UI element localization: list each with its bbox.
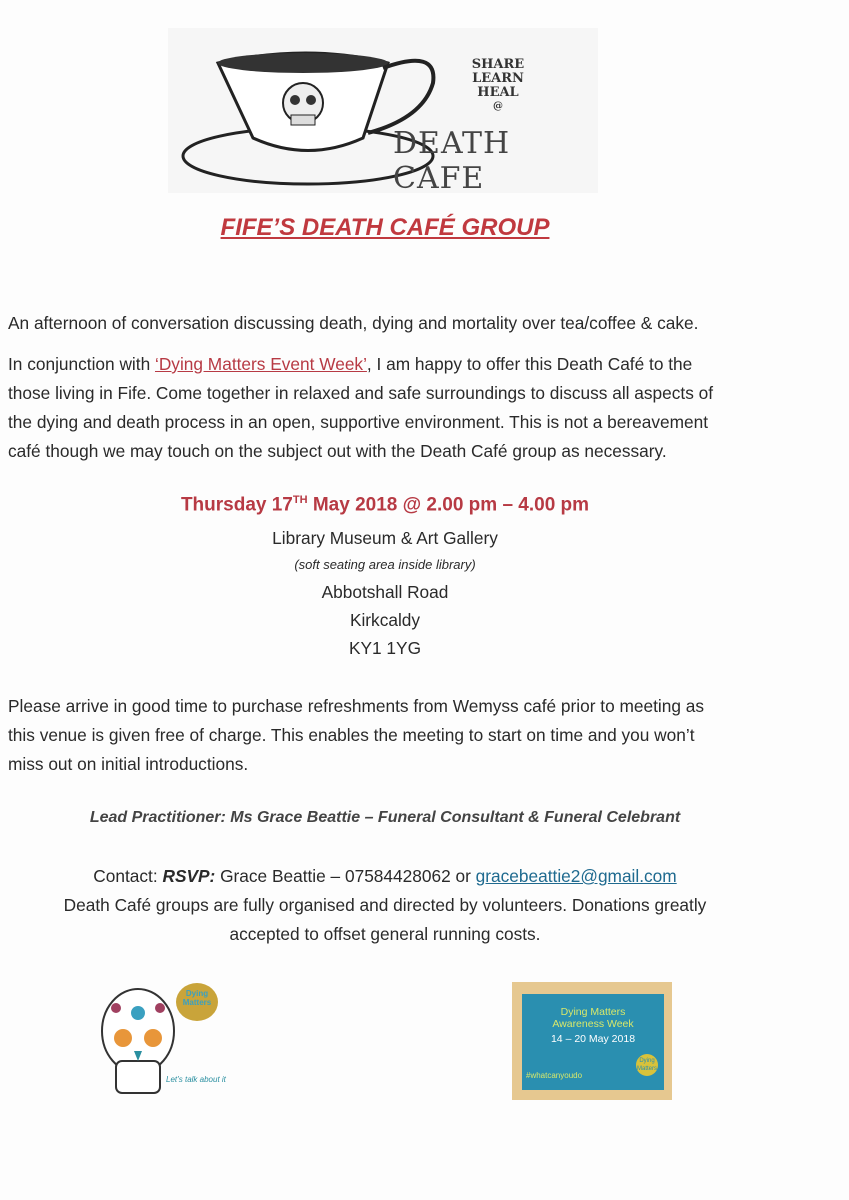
- event-date: Thursday 17TH May 2018 @ 2.00 pm – 4.00 pm: [180, 494, 590, 516]
- intro-text: An afternoon of conversation discussing death, dying and mortality over tea/coffee & cake.: [8, 313, 699, 333]
- address-street: Abbotshall Road: [321, 582, 449, 602]
- venue: Library Museum & Art Gallery: [272, 528, 498, 548]
- lead-practitioner: Lead Practitioner: Ms Grace Beattie – Funeral Consultant & Funeral Celebrant: [89, 809, 681, 826]
- dying-matters-link[interactable]: ‘Dying Matters Event Week’: [154, 354, 367, 374]
- tagline-at: @: [493, 101, 503, 112]
- paragraph-1: In conjunction with ‘Dying Matters Event Week’, I am happy to offer this Death Café to the those living in Fife. Come together in relaxed and safe surroundings to discuss all aspects of the dying and death process in an open, supportive environment. This is not a bereavement café though we may touch on the subject out with the Death Café group as necessary.: [8, 354, 714, 461]
- paragraph-2: Please arrive in good time to purchase refreshments from Wemyss café prior to meeting as this venue is given free of charge. This enables the meeting to start on time and you won’t miss out on initial introductions.: [8, 696, 705, 774]
- tagline-heal: HEAL: [477, 85, 519, 100]
- sugar-skull-logo: [98, 983, 228, 1103]
- logo-name: DEATH CAFE: [393, 126, 511, 196]
- tagline-learn: LEARN: [472, 71, 524, 86]
- sugar-skull-icon: [98, 983, 178, 1103]
- address-town: Kirkcaldy: [349, 610, 421, 630]
- email-link[interactable]: gracebeattie2@gmail.com: [475, 866, 677, 886]
- dying-matters-bubble: Dying Matters: [176, 983, 218, 1021]
- contact-line: Contact: RSVP: Grace Beattie – 07584428062 or gracebeattie2@gmail.com: [93, 866, 677, 886]
- venue-note: (soft seating area inside library): [294, 557, 476, 572]
- address-postcode: KY1 1YG: [348, 638, 422, 658]
- death-cafe-logo: [168, 28, 598, 196]
- footer-line-1: Death Café groups are fully organised and directed by volunteers. Donations greatly: [63, 895, 707, 915]
- tagline-share: SHARE: [471, 57, 525, 72]
- footer-line-2: accepted to offset general running costs.: [229, 924, 541, 944]
- dying-matters-badge: Dying Matters: [636, 1054, 658, 1076]
- slogan: Let’s talk about it: [166, 1075, 226, 1084]
- page-title: FIFE’S DEATH CAFÉ GROUP: [220, 214, 550, 241]
- awareness-week-poster: Dying Matters Awareness Week 14 – 20 May 2018 #whatcanyoudo Dying Matters: [512, 982, 672, 1100]
